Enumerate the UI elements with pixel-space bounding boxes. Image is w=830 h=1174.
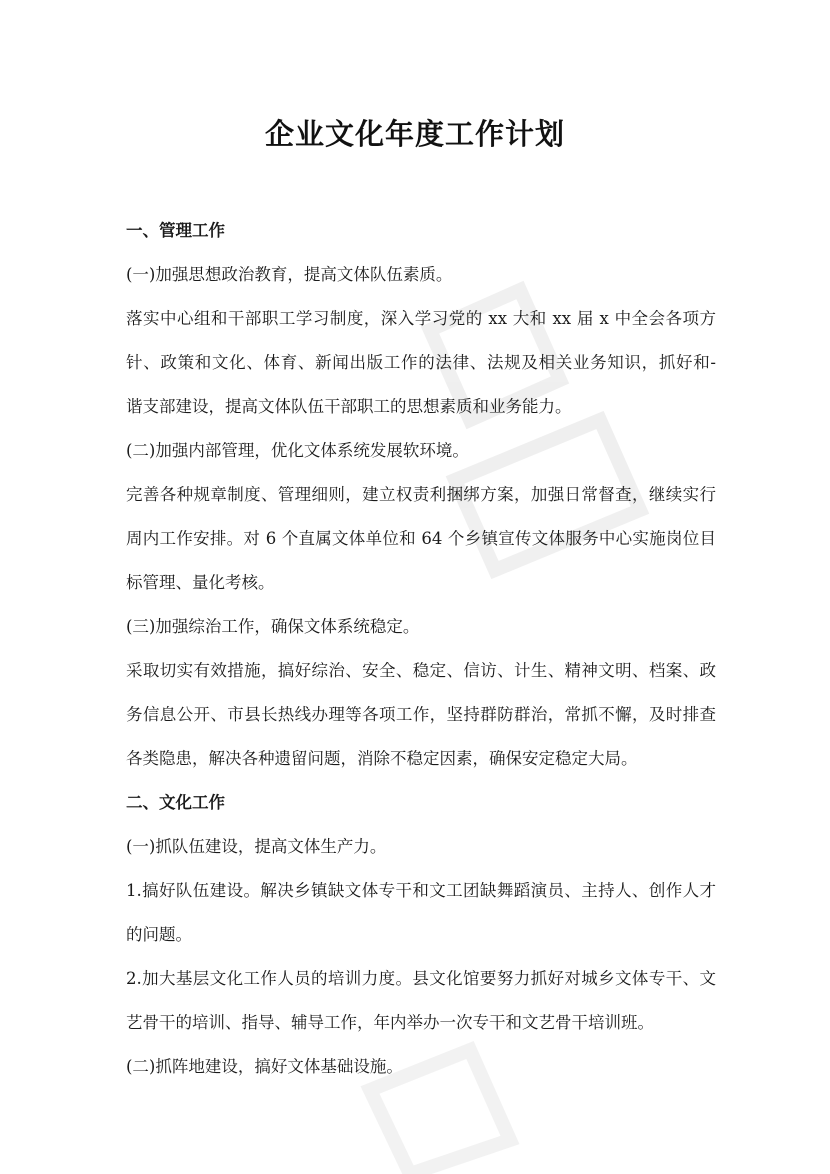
- subsection-heading: (二)加强内部管理，优化文体系统发展软环境。: [126, 441, 469, 460]
- subsection-heading: (一)抓队伍建设，提高文体生产力。: [126, 837, 387, 856]
- paragraph-line: 各类隐患，解决各种遗留问题，消除不稳定因素，确保安定稳定大局。: [126, 749, 638, 768]
- paragraph-line: 谐支部建设，提高文体队伍干部职工的思想素质和业务能力。: [126, 397, 572, 416]
- subsection-heading: (一)加强思想政治教育，提高文体队伍素质。: [126, 265, 453, 284]
- section-heading: 二、文化工作: [126, 793, 225, 812]
- page-title: 企业文化年度工作计划: [264, 117, 565, 151]
- paragraph-line: 1.搞好队伍建设。解决乡镇缺文体专干和文工团缺舞蹈演员、主持人、创作人才: [126, 881, 716, 900]
- paragraph-line: 针、政策和文化、体育、新闻出版工作的法律、法规及相关业务知识，抓好和-: [126, 353, 716, 372]
- paragraph-line: 周内工作安排。对 6 个直属文体单位和 64 个乡镇宣传文体服务中心实施岗位目: [126, 529, 716, 548]
- section-heading: 一、管理工作: [126, 221, 225, 240]
- document-body: [126, 209, 716, 1089]
- paragraph-line: 2.加大基层文化工作人员的培训力度。县文化馆要努力抓好对城乡文体专干、文: [126, 969, 716, 988]
- paragraph-line: 的问题。: [126, 925, 192, 944]
- paragraph-line: 务信息公开、市县长热线办理等各项工作，坚持群防群治，常抓不懈，及时排查: [126, 705, 716, 724]
- subsection-heading: (三)加强综治工作，确保文体系统稳定。: [126, 617, 420, 636]
- paragraph-line: 标管理、量化考核。: [126, 573, 275, 592]
- subsection-heading: (二)抓阵地建设，搞好文体基础设施。: [126, 1057, 403, 1076]
- paragraph-line: 艺骨干的培训、指导、辅导工作，年内举办一次专干和文艺骨干培训班。: [126, 1013, 654, 1032]
- paragraph-line: 采取切实有效措施，搞好综治、安全、稳定、信访、计生、精神文明、档案、政: [126, 661, 716, 680]
- paragraph-line: 落实中心组和干部职工学习制度，深入学习党的 xx 大和 xx 届 x 中全会各项方: [126, 309, 716, 328]
- paragraph-line: 完善各种规章制度、管理细则，建立权责利捆绑方案，加强日常督查，继续实行: [126, 485, 716, 504]
